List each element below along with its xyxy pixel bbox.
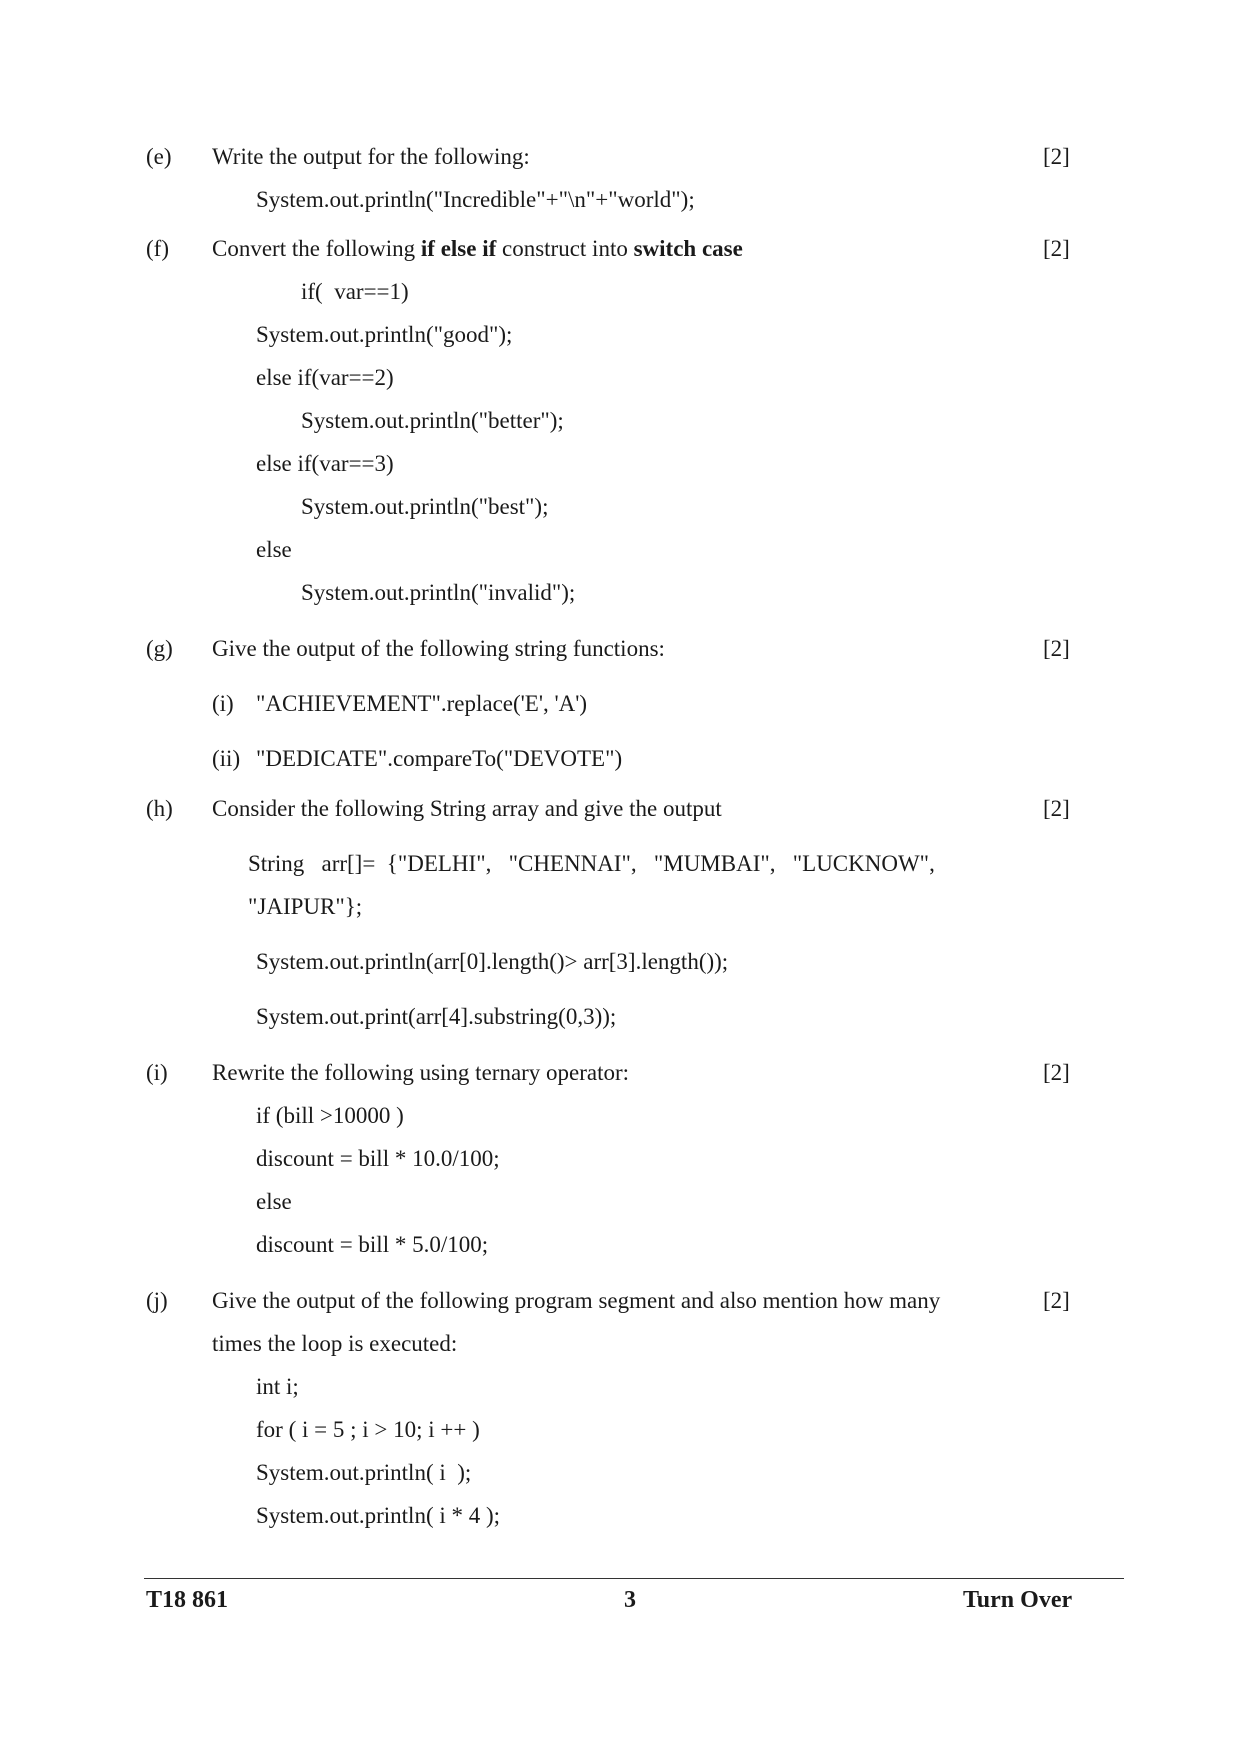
question-text-f: Convert the following if else if construct into switch case xyxy=(212,236,743,261)
marks-f: [2] xyxy=(1043,236,1070,261)
subpart-text: "DEDICATE".compareTo("DEVOTE") xyxy=(256,746,623,771)
code-line: System.out.println("invalid"); xyxy=(301,580,576,605)
question-label-i: (i) xyxy=(146,1060,168,1085)
marks-h: [2] xyxy=(1043,796,1070,821)
subpart-label: (ii) xyxy=(212,746,241,771)
question-label-h: (h) xyxy=(146,796,173,821)
question-label-f: (f) xyxy=(146,236,169,261)
question-text-j-line1: Give the output of the following program segment and also mention how many xyxy=(212,1288,941,1313)
code-line: System.out.println( i ); xyxy=(256,1460,472,1485)
question-text-e: Write the output for the following: xyxy=(212,144,530,169)
code-line: if( var==1) xyxy=(301,279,409,304)
question-label-e: (e) xyxy=(146,144,172,169)
question-label-g: (g) xyxy=(146,636,173,661)
code-line: System.out.println("best"); xyxy=(301,494,549,519)
question-text-g: Give the output of the following string functions: xyxy=(212,636,665,661)
code-line: System.out.println( i * 4 ); xyxy=(256,1503,501,1528)
paper-code: T18 861 xyxy=(146,1587,229,1613)
question-label-j: (j) xyxy=(146,1288,168,1313)
code-line: else if(var==2) xyxy=(256,365,394,390)
subpart-text: "ACHIEVEMENT".replace('E', 'A') xyxy=(256,691,588,716)
page-number: 3 xyxy=(624,1587,636,1613)
question-text-h: Consider the following String array and give the output xyxy=(212,796,722,821)
code-line: "JAIPUR"}; xyxy=(248,894,363,919)
code-line: discount = bill * 5.0/100; xyxy=(256,1232,489,1257)
code-line: System.out.println("good"); xyxy=(256,322,513,347)
subpart-label: (i) xyxy=(212,691,234,716)
code-line: String arr[]= {"DELHI", "CHENNAI", "MUMBAI", "LUCKNOW", xyxy=(248,851,935,876)
code-line: System.out.println("Incredible"+"\n"+"world"); xyxy=(256,187,695,212)
marks-j: [2] xyxy=(1043,1288,1070,1313)
marks-e: [2] xyxy=(1043,144,1070,169)
code-line: System.out.println(arr[0].length()> arr[3].length()); xyxy=(256,949,729,974)
footer-divider xyxy=(144,1578,1124,1579)
code-line: if (bill >10000 ) xyxy=(256,1103,404,1128)
question-text-j-line2: times the loop is executed: xyxy=(212,1331,458,1356)
marks-i: [2] xyxy=(1043,1060,1070,1085)
code-line: discount = bill * 10.0/100; xyxy=(256,1146,500,1171)
question-text-i: Rewrite the following using ternary operator: xyxy=(212,1060,630,1085)
code-line: System.out.print(arr[4].substring(0,3)); xyxy=(256,1004,617,1029)
code-line: else xyxy=(256,537,292,562)
turn-over-label: Turn Over xyxy=(963,1587,1073,1613)
code-line: for ( i = 5 ; i > 10; i ++ ) xyxy=(256,1417,480,1442)
code-line: else xyxy=(256,1189,292,1214)
marks-g: [2] xyxy=(1043,636,1070,661)
code-line: System.out.println("better"); xyxy=(301,408,564,433)
code-line: else if(var==3) xyxy=(256,451,394,476)
code-line: int i; xyxy=(256,1374,299,1399)
